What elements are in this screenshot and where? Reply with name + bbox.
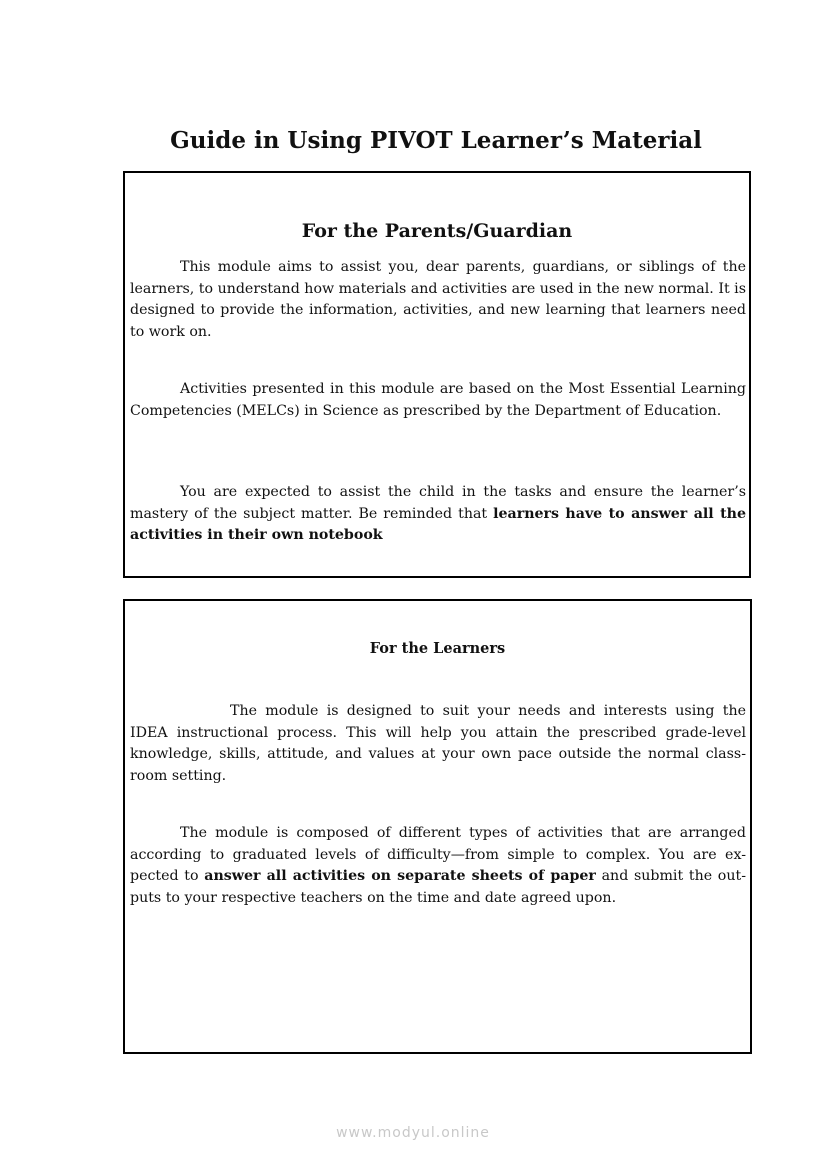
learners-paragraph-2-text-before: The module is composed of different types of activities that are arranged according to graduated levels of difficulty—from simple to complex. You are ex-pected to xyxy=(130,825,746,884)
learners-paragraph-2 xyxy=(130,823,746,909)
parents-paragraph-3-text: You are expected to assist the child in the tasks and ensure the learner’s mastery of the subject matter. Be reminded that xyxy=(130,484,746,522)
page-title: Guide in Using PIVOT Learner’s Material xyxy=(170,127,702,154)
learners-paragraph-2-emphasis: answer all activities on separate sheets of paper xyxy=(204,868,596,884)
learners-heading: For the Learners xyxy=(369,640,506,657)
parents-paragraph-3-emphasis: learners have to answer all the activities in their own notebook xyxy=(130,505,746,543)
parents-paragraph-2 xyxy=(130,379,746,422)
parents-paragraph-1 xyxy=(130,257,746,343)
learners-paragraph-1-text: The module is designed to suit your needs and interests using the IDEA instructional process. This will help you attain the prescribed grade-level knowledge, skills, attitude, and values at your own pace outside the normal class-room setting. xyxy=(130,703,746,784)
learners-paragraph-2-text-after: and submit the out-puts to your respective teachers on the time and date agreed upon. xyxy=(130,868,746,906)
parents-guardian-box xyxy=(123,171,751,578)
parents-paragraph-2-text: Activities presented in this module are based on the Most Essential Learning Competencies (MELCs) in Science as prescribed by the Department of Education. xyxy=(130,381,746,419)
parents-paragraph-1-text: This module aims to assist you, dear parents, guardians, or siblings of the learners, to understand how materials and activities are used in the new normal. It is designed to provide the information, activities, and new learning that learners need to work on. xyxy=(130,259,746,340)
learners-paragraph-1 xyxy=(130,701,746,787)
site-watermark: www.modyul.online xyxy=(336,1125,490,1141)
parents-paragraph-3 xyxy=(130,482,746,547)
parents-heading: For the Parents/Guardian xyxy=(301,220,573,242)
learners-box xyxy=(123,599,752,1054)
